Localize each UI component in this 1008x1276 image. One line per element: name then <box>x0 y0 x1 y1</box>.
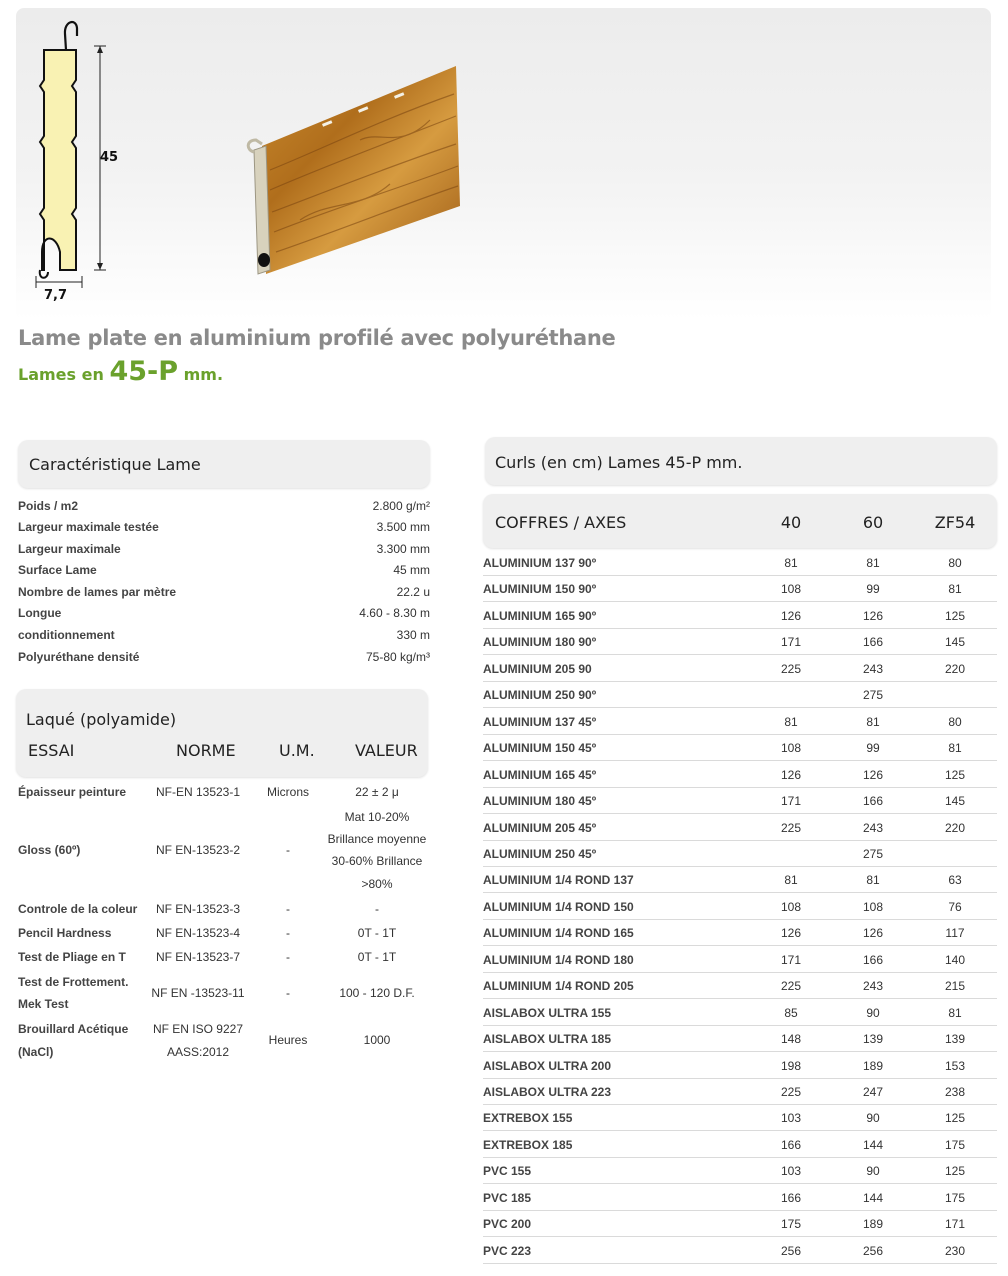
lacquer-essai-line: Mek Test <box>18 997 69 1011</box>
curls-row-name: PVC 185 <box>483 1190 532 1205</box>
page-subtitle <box>18 356 223 387</box>
curls-row <box>483 1157 997 1184</box>
curls-row <box>483 681 997 708</box>
characteristics-heading: Caractéristique Lame <box>29 455 201 474</box>
curls-row-value: 247 <box>862 1085 884 1099</box>
lacquer-norme: NF EN -13523-11 <box>151 986 245 1000</box>
lacquer-header <box>16 689 428 777</box>
curls-row <box>483 972 997 999</box>
lacquer-col-essai: ESSAI <box>28 741 75 760</box>
profile-curl <box>40 270 48 278</box>
spec-value: 3.300 mm <box>376 542 430 556</box>
spec-row <box>18 647 430 668</box>
curls-row-value: 189 <box>862 1058 884 1073</box>
curls-row-value: 230 <box>944 1243 966 1258</box>
curls-row-value: 126 <box>862 926 884 941</box>
curls-row <box>483 628 997 655</box>
slat-profile-diagram <box>16 8 146 308</box>
lacquer-essai-line: Brouillard Acétique <box>18 1022 129 1036</box>
lacquer-norme: NF EN-13523-2 <box>155 843 241 857</box>
curls-row-value: 108 <box>780 899 802 914</box>
lacquer-essai: Épaisseur peinture <box>18 785 127 799</box>
lacquer-row <box>18 946 430 968</box>
curls-row-value: 81 <box>866 873 880 888</box>
lacquer-valeur: 1000 <box>363 1033 391 1047</box>
subtitle-suffix: mm. <box>183 365 224 384</box>
subtitle-prefix: Lames en <box>18 365 104 384</box>
curls-row-name: AISLABOX ULTRA 155 <box>483 1005 612 1020</box>
spec-value: 22.2 u <box>396 585 430 599</box>
curls-row <box>483 549 997 576</box>
curls-row <box>483 919 997 946</box>
curls-row-value: 125 <box>944 767 966 782</box>
curls-row-value: 81 <box>866 556 880 570</box>
curls-row-name: PVC 200 <box>483 1217 532 1232</box>
slat-bottom-curl <box>258 253 270 267</box>
curls-row-name: EXTREBOX 155 <box>483 1111 573 1126</box>
curls-row-value: 126 <box>780 926 802 941</box>
lacquer-row <box>18 922 430 944</box>
curls-row-value: 125 <box>944 1164 966 1179</box>
spec-label: Largeur maximale testée <box>18 520 159 534</box>
lacquer-valeur: 0T - 1T <box>357 926 397 940</box>
spec-row <box>18 582 430 603</box>
lacquer-essai-line: (NaCl) <box>18 1045 54 1059</box>
curls-row <box>483 893 997 920</box>
spec-value: 2.800 g/m² <box>372 499 430 513</box>
curls-row <box>483 761 997 788</box>
curls-row <box>483 866 997 893</box>
curls-row-name: ALUMINIUM 1/4 ROND 180 <box>483 952 634 967</box>
curls-row-name: ALUMINIUM 1/4 ROND 137 <box>483 873 634 888</box>
characteristics-header <box>18 440 430 488</box>
curls-row-name: AISLABOX ULTRA 223 <box>483 1085 612 1099</box>
curls-row <box>483 655 997 682</box>
lacquer-row <box>18 971 430 1017</box>
curls-row-value: 90 <box>866 1164 880 1179</box>
arrow-up-icon <box>97 46 103 53</box>
curls-row-value: 81 <box>784 556 798 570</box>
curls-row-value: 126 <box>862 767 884 782</box>
curls-row-value: 99 <box>866 741 880 756</box>
curls-row-value: 238 <box>944 1085 966 1099</box>
slat-face <box>262 66 460 274</box>
curls-row <box>483 1131 997 1158</box>
lacquer-um: Heures <box>268 1033 308 1047</box>
spec-row <box>18 603 430 624</box>
curls-row-value: 175 <box>780 1217 802 1232</box>
dimension-label-width: 7,7 <box>44 288 68 303</box>
curls-row <box>483 814 997 841</box>
curls-row-value: 171 <box>780 952 802 967</box>
lacquer-norme: NF-EN 13523-1 <box>155 785 241 799</box>
curls-row <box>483 734 997 761</box>
profile-body <box>40 50 76 270</box>
lacquer-valeur-line: Brillance moyenne <box>327 832 427 846</box>
page-title: Lame plate en aluminium profilé avec polyuréthane <box>18 326 616 350</box>
curls-row-value: 166 <box>862 952 884 967</box>
curls-row-value: 220 <box>944 661 966 676</box>
spec-label: Nombre de lames par mètre <box>18 585 177 599</box>
lacquer-row <box>18 781 430 803</box>
curls-row-value: 99 <box>866 582 880 597</box>
lacquer-norme: NF EN-13523-7 <box>155 950 241 964</box>
lacquer-row <box>18 1018 430 1064</box>
curls-row <box>483 787 997 814</box>
curls-row-value: 145 <box>944 794 966 809</box>
curls-row-value: 63 <box>948 873 962 888</box>
curls-row <box>483 1104 997 1131</box>
lacquer-col-um: U.M. <box>279 741 315 760</box>
curls-row-name: PVC 155 <box>483 1164 532 1179</box>
curls-row-value: 189 <box>862 1217 884 1232</box>
curls-row-value: 243 <box>862 820 884 835</box>
curls-row <box>483 946 997 973</box>
spec-label: Polyuréthane densité <box>18 650 140 664</box>
lacquer-valeur-line: Mat 10-20% <box>344 810 410 824</box>
curls-row-value: 175 <box>944 1137 966 1152</box>
curls-row-value: 144 <box>862 1137 884 1152</box>
lacquer-valeur: 0T - 1T <box>357 950 397 964</box>
curls-row-value: 198 <box>780 1058 802 1073</box>
curls-row-value: 103 <box>780 1111 802 1126</box>
curls-row-value: 126 <box>862 608 884 623</box>
curls-row-name: ALUMINIUM 1/4 ROND 205 <box>483 979 634 994</box>
spec-label: conditionnement <box>18 628 115 642</box>
curls-row-value: 243 <box>862 979 884 994</box>
arrow-down-icon <box>97 263 103 270</box>
curls-row <box>483 1025 997 1052</box>
lacquer-norme-line: AASS:2012 <box>166 1045 230 1059</box>
curls-row <box>483 1052 997 1079</box>
lacquer-row <box>18 806 430 896</box>
lacquer-valeur-line: 30-60% Brillance <box>331 854 423 868</box>
spec-row <box>18 517 430 538</box>
curls-row <box>483 1237 997 1264</box>
curls-row-value: 81 <box>948 582 962 597</box>
curls-row-name: ALUMINIUM 250 45º <box>483 846 597 861</box>
lacquer-essai: Test de Pliage en T <box>18 950 126 964</box>
curls-row-value: 166 <box>862 635 884 650</box>
lacquer-um: - <box>286 950 290 964</box>
curls-row-value: 225 <box>780 661 802 676</box>
spec-row <box>18 539 430 560</box>
lacquer-norme-line: NF EN ISO 9227 <box>152 1022 244 1036</box>
curls-row-name: EXTREBOX 185 <box>483 1137 573 1152</box>
spec-label: Poids / m2 <box>18 499 79 513</box>
curls-row-value: 85 <box>784 1005 798 1020</box>
curls-row-name: AISLABOX ULTRA 185 <box>483 1032 612 1047</box>
curls-col-coffres: COFFRES / AXES <box>495 513 627 532</box>
lacquer-valeur: - <box>375 902 379 916</box>
curls-row <box>483 840 997 867</box>
curls-row-value: 108 <box>780 582 802 597</box>
curls-row <box>483 1078 997 1105</box>
curls-row <box>483 708 997 735</box>
curls-row-value: 144 <box>862 1190 884 1205</box>
curls-row-name: ALUMINIUM 205 90 <box>483 661 592 676</box>
curls-col-40: 40 <box>780 513 802 532</box>
curls-row-value: 225 <box>780 820 802 835</box>
subtitle-size: 45-P <box>109 356 179 387</box>
curls-row-value: 81 <box>948 1005 962 1020</box>
spec-value: 4.60 - 8.30 m <box>359 606 430 620</box>
curls-row-name: ALUMINIUM 1/4 ROND 150 <box>483 899 634 914</box>
curls-row-value: 81 <box>784 714 798 729</box>
curls-row-name: ALUMINIUM 1/4 ROND 165 <box>483 926 634 941</box>
curls-header <box>485 437 997 485</box>
curls-row-value: 171 <box>780 794 802 809</box>
curls-columns-header <box>483 494 997 548</box>
lacquer-norme: NF EN-13523-3 <box>155 902 241 916</box>
curls-row-value: 145 <box>944 635 966 650</box>
lacquer-um: - <box>286 843 290 857</box>
curls-row <box>483 999 997 1026</box>
lacquer-col-norme: NORME <box>176 741 236 760</box>
spec-value: 330 m <box>396 628 430 642</box>
curls-row-name: ALUMINIUM 180 90º <box>483 635 597 650</box>
curls-row-value: 139 <box>862 1032 884 1047</box>
curls-row-name: ALUMINIUM 180 45º <box>483 794 597 809</box>
lacquer-norme: NF EN-13523-4 <box>155 926 241 940</box>
curls-row-value: 80 <box>948 714 962 729</box>
spec-value: 45 mm <box>393 563 430 577</box>
curls-row-value: 108 <box>862 899 884 914</box>
lacquer-essai-line: Test de Frottement. <box>18 975 129 989</box>
curls-row-value: 148 <box>780 1032 802 1047</box>
spec-row <box>18 625 430 646</box>
curls-row-name: AISLABOX ULTRA 200 <box>483 1058 612 1073</box>
lacquer-row <box>18 898 430 920</box>
curls-row-value: 256 <box>780 1243 802 1258</box>
curls-row-value: 103 <box>780 1164 802 1179</box>
lacquer-valeur: 100 - 120 D.F. <box>339 986 415 1000</box>
curls-row-value: 81 <box>784 873 798 888</box>
spec-label: Longue <box>18 606 62 620</box>
spec-row <box>18 560 430 581</box>
dimension-label-height: 45 <box>100 150 119 165</box>
lacquer-um: - <box>286 926 290 940</box>
spec-label: Surface Lame <box>18 563 97 577</box>
curls-row-value: 139 <box>944 1032 966 1047</box>
curls-row-value: 243 <box>862 661 884 676</box>
curls-row-name: ALUMINIUM 137 45º <box>483 714 597 729</box>
curls-row <box>483 1210 997 1237</box>
curls-row-name: ALUMINIUM 150 45º <box>483 741 597 756</box>
curls-row-name: ALUMINIUM 165 90º <box>483 608 597 623</box>
profile-hook <box>65 22 77 50</box>
curls-row-value: 80 <box>948 556 962 570</box>
curls-row-name: ALUMINIUM 165 45º <box>483 767 597 782</box>
lacquer-um: Microns <box>266 785 309 799</box>
curls-row <box>483 602 997 629</box>
curls-row-value: 81 <box>948 741 962 756</box>
curls-row-value: 166 <box>780 1190 802 1205</box>
lacquer-um: - <box>286 902 290 916</box>
lacquer-valeur: 22 ± 2 μ <box>355 785 399 799</box>
spec-label: Largeur maximale <box>18 542 121 556</box>
spec-value: 75-80 kg/m³ <box>365 650 430 664</box>
curls-row-value: 126 <box>780 767 802 782</box>
curls-row-value: 90 <box>866 1005 880 1020</box>
curls-row-value: 153 <box>944 1058 966 1073</box>
curls-row-name: ALUMINIUM 250 90º <box>483 688 597 703</box>
curls-row-value: 171 <box>944 1217 966 1232</box>
curls-row-value: 225 <box>780 979 802 994</box>
spec-value: 3.500 mm <box>376 520 430 534</box>
lacquer-valeur-line: >80% <box>361 877 393 891</box>
curls-row-value: 125 <box>944 1111 966 1126</box>
spec-row <box>18 496 430 517</box>
curls-row-value: 215 <box>944 979 966 994</box>
lacquer-essai: Gloss (60º) <box>18 843 81 857</box>
curls-row-name: ALUMINIUM 137 90º <box>483 556 597 570</box>
curls-row-value: 108 <box>780 741 802 756</box>
slat-product-image <box>240 60 480 280</box>
curls-row-value: 275 <box>862 688 884 703</box>
curls-heading: Curls (en cm) Lames 45-P mm. <box>495 453 743 472</box>
curls-row-value: 220 <box>944 820 966 835</box>
curls-row-value: 175 <box>944 1190 966 1205</box>
lacquer-essai: Controle de la coleur <box>18 902 138 916</box>
curls-row-value: 140 <box>944 952 966 967</box>
curls-row-value: 166 <box>862 794 884 809</box>
curls-row <box>483 575 997 602</box>
curls-col-60: 60 <box>862 513 884 532</box>
curls-row-value: 81 <box>866 714 880 729</box>
lacquer-heading: Laqué (polyamide) <box>26 710 177 729</box>
lacquer-essai: Pencil Hardness <box>18 926 112 940</box>
curls-row-value: 171 <box>780 635 802 650</box>
curls-row-value: 90 <box>866 1111 880 1126</box>
lacquer-um: - <box>286 986 290 1000</box>
curls-row-name: ALUMINIUM 205 45º <box>483 820 597 835</box>
curls-row-value: 117 <box>945 926 965 941</box>
curls-col-zf54: ZF54 <box>934 513 976 532</box>
curls-row-value: 126 <box>780 608 802 623</box>
curls-row-value: 76 <box>948 899 962 914</box>
curls-row-name: ALUMINIUM 150 90º <box>483 582 597 597</box>
curls-row-value: 256 <box>862 1243 884 1258</box>
curls-row-value: 275 <box>862 846 884 861</box>
curls-row <box>483 1184 997 1211</box>
curls-row-value: 125 <box>944 608 966 623</box>
curls-row-name: PVC 223 <box>483 1243 532 1258</box>
curls-row-value: 225 <box>780 1085 802 1099</box>
lacquer-col-valeur: VALEUR <box>355 741 418 760</box>
hero-image-area <box>16 8 991 320</box>
curls-row-value: 166 <box>780 1137 802 1152</box>
